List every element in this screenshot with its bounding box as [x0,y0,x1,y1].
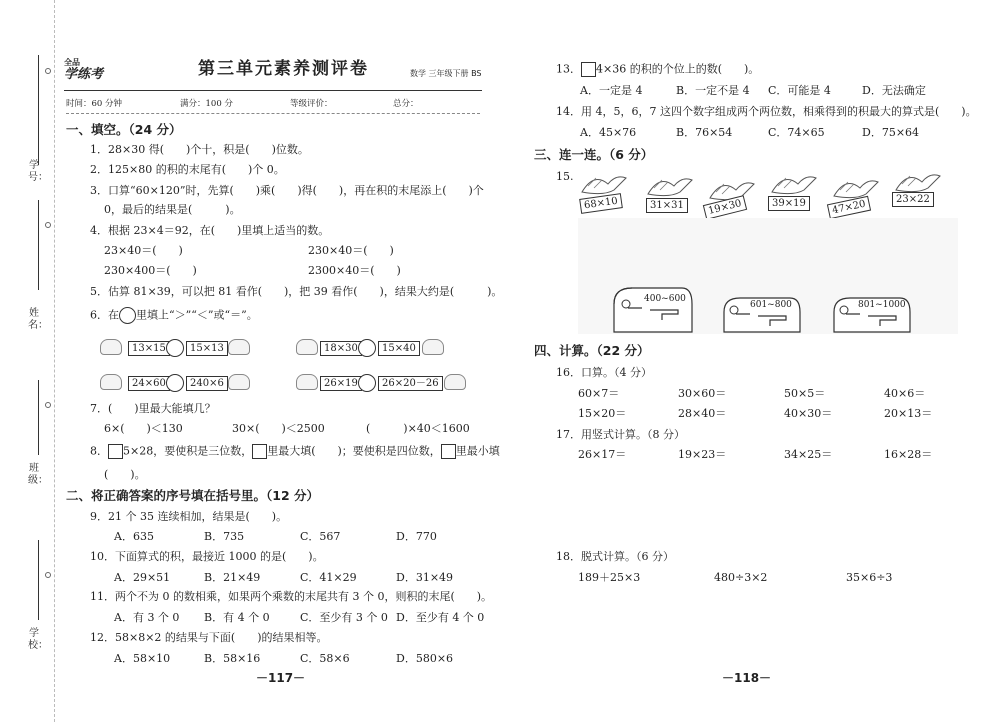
logo-small-text: 全品 [64,58,80,67]
question-2: 2．125×80 的积的末尾有( )个 0。 [90,163,285,176]
oral-calc: 20×13＝ [884,407,933,420]
question-8-part-c: 里最小填 [455,444,500,458]
mailbox-2[interactable] [722,294,804,334]
question-17: 17．用竖式计算。（8 分） [556,428,685,441]
q11-option-b: B．有 4 个 0 [204,611,270,624]
margin-line [38,55,39,165]
question-4b: 230×40＝( ) [308,244,394,257]
bird-6 [888,168,948,216]
compare-banner-2 [296,334,446,362]
subject-meta: 数学 三年级下册 BS [410,69,482,78]
question-6-prefix: 6．在 [90,308,119,322]
section-2-heading: 二、将正确答案的序号填在括号里。（12 分） [66,488,319,503]
question-3-cont: 0，最后的结果是( )。 [104,203,241,216]
school-label: 学校： [28,628,48,651]
question-11: 11．两个不为 0 的数相乘，如果两个乘数的末尾共有 3 个 0，则积的末尾( )。 [90,590,493,603]
compare-left-expr: 26×19 [320,376,362,391]
bird-card: 23×22 [892,192,934,207]
vertical-calc: 34×25＝ [784,448,833,461]
q13-option-d: D．无法确定 [862,84,926,97]
page-number-left: －117－ [256,671,306,685]
header-rule [64,90,482,91]
question-6 [90,307,258,324]
total-label: 总分： [393,99,419,109]
bird-4 [764,170,824,218]
compare-right-expr: 15×40 [378,341,420,356]
oral-calc: 30×60＝ [678,387,727,400]
bird-card: 68×10 [579,193,623,214]
compare-right-expr: 15×13 [186,341,228,356]
q9-option-a: A．635 [114,530,154,543]
question-8-part-b: 里最大填( )；要使积是四位数， [267,444,441,458]
monkey-icon [422,339,444,355]
question-13-number: 13． [556,62,581,76]
monkey-icon [296,339,318,355]
compare-banner-1 [100,334,252,362]
compare-left-expr: 13×15 [128,341,170,356]
brand-logo [64,58,103,82]
q12-option-d: D．580×6 [396,652,454,665]
q12-option-c: C．58×6 [300,652,350,665]
stepwise-calc: 480÷3×2 [714,571,768,584]
full-score-label: 满分：100 分 [180,99,233,109]
question-7c: ( )×40＜1600 [366,422,470,435]
q12-option-a: A．58×10 [114,652,171,665]
question-13-text: 4×36 的积的个位上的数( )。 [596,62,760,76]
compare-left-expr: 18×30 [320,341,362,356]
margin-line [38,540,39,620]
bird-2 [640,172,700,220]
compare-left-expr: 24×60 [128,376,170,391]
monkey-icon [444,374,466,390]
compare-circle[interactable] [358,374,376,392]
oral-calc: 50×5＝ [784,387,826,400]
question-7a: 6×( )＜130 [104,422,183,435]
page-title: 第三单元素养测评卷 [198,59,369,79]
binding-hole [45,68,51,74]
question-3: 3．口算“60×120”时，先算( )乘( )得( )，再在积的末尾添上( )个 [90,184,484,197]
question-7b: 30×( )＜2500 [232,422,325,435]
bird-card: 31×31 [646,198,688,213]
binding-hole [45,402,51,408]
q10-option-b: B．21×49 [204,571,261,584]
binding-margin [0,0,56,722]
q12-option-b: B．58×16 [204,652,261,665]
monkey-icon [100,339,122,355]
oral-calc: 60×7＝ [578,387,620,400]
question-6-suffix: 里填上“＞”“＜”或“＝”。 [136,308,258,322]
bird-5 [826,174,886,222]
bird-3 [702,176,762,224]
monkey-icon [228,374,250,390]
time-label: 时间：60 分钟 [66,99,123,109]
bird-1 [574,170,634,218]
mailbox-range: 801~1000 [858,300,906,310]
bird-card: 39×19 [768,196,810,211]
grade-label: 等级评价： [290,99,333,109]
q9-option-d: D．770 [396,530,437,543]
oral-calc: 28×40＝ [678,407,727,420]
answer-box[interactable] [441,444,456,459]
monkey-icon [100,374,122,390]
q13-option-b: B．一定不是 4 [676,84,750,97]
question-5: 5．估算 81×39，可以把 81 看作( )，把 39 看作( )，结果大约是( )。 [90,285,503,298]
answer-box[interactable] [581,62,596,77]
question-12: 12．58×8×2 的结果与下面( )的结果相等。 [90,631,328,644]
vertical-calc: 19×23＝ [678,448,727,461]
vertical-calc: 26×17＝ [578,448,627,461]
compare-circle[interactable] [358,339,376,357]
question-13 [556,62,759,77]
question-14: 14．用 4，5，6，7 这四个数字组成两个两位数，相乘得到的积最大的算式是( )。 [556,105,977,118]
compare-right-expr: 240×6 [186,376,228,391]
compare-circle[interactable] [166,339,184,357]
q14-option-a: A．45×76 [580,126,637,139]
question-4c: 230×400＝( ) [104,264,197,277]
answer-box[interactable] [108,444,123,459]
mailbox-range: 601~800 [750,300,792,310]
oral-calc: 15×20＝ [578,407,627,420]
section-1-heading: 一、填空。（24 分） [66,122,182,137]
question-10: 10．下面算式的积，最接近 1000 的是( )。 [90,550,324,563]
mailbox-3[interactable] [832,294,914,334]
compare-circle-icon [119,307,136,324]
compare-right-expr: 26×20－26 [378,376,443,391]
q10-option-d: D．31×49 [396,571,454,584]
q11-option-a: A．有 3 个 0 [114,611,180,624]
compare-banner-3 [100,369,252,397]
student-id-label: 学号： [28,160,48,183]
q10-option-c: C．41×29 [300,571,357,584]
question-8-part-a: 5×28，要使积是三位数， [123,444,253,458]
question-9: 9．21 个 35 连续相加，结果是( )。 [90,510,288,523]
margin-line [38,380,39,455]
section-3-heading: 三、连一连。（6 分） [534,147,654,162]
cut-line [54,0,55,722]
compare-circle[interactable] [166,374,184,392]
question-7: 7．( )里最大能填几？ [90,402,216,415]
question-8-cont: ( )。 [104,468,146,481]
monkey-icon [296,374,318,390]
q9-option-b: B．735 [204,530,245,543]
q14-option-c: C．74×65 [768,126,825,139]
q13-option-a: A．一定是 4 [580,84,643,97]
q14-option-d: D．75×64 [862,126,920,139]
question-4a: 23×40＝( ) [104,244,183,257]
name-label: 姓名： [28,308,48,331]
answer-box[interactable] [252,444,267,459]
question-16: 16．口算。（4 分） [556,366,652,379]
question-18: 18．脱式计算。（6 分） [556,550,674,563]
vertical-calc: 16×28＝ [884,448,933,461]
q11-option-c: C．至少有 3 个 0 [300,611,388,624]
header-divider [66,113,480,114]
q11-option-d: D．至少有 4 个 0 [396,611,485,624]
oral-calc: 40×6＝ [884,387,926,400]
bird-card: 19×30 [703,195,747,220]
logo-text: 学练考 [64,67,104,82]
binding-hole [45,222,51,228]
margin-line [38,200,39,290]
mailbox-range: 400~600 [644,294,686,304]
stepwise-calc: 189＋25×3 [578,571,641,584]
stepwise-calc: 35×6÷3 [846,571,893,584]
mailbox-1[interactable] [612,284,694,334]
q9-option-c: C．567 [300,530,341,543]
question-8-number: 8． [90,444,108,458]
monkey-icon [228,339,250,355]
binding-hole [45,572,51,578]
question-15: 15. [556,170,574,183]
class-label: 班级： [28,463,48,486]
question-4d: 2300×40＝( ) [308,264,401,277]
question-1: 1．28×30 得( )个十，积是( )位数。 [90,143,309,156]
q14-option-b: B．76×54 [676,126,733,139]
compare-banner-4 [296,369,468,397]
q10-option-a: A．29×51 [114,571,171,584]
oral-calc: 40×30＝ [784,407,833,420]
bird-card: 47×20 [827,196,871,219]
question-8 [90,444,500,459]
question-4: 4．根据 23×4＝92，在( )里填上适当的数。 [90,224,330,237]
section-4-heading: 四、计算。（22 分） [534,343,650,358]
page-number-right: －118－ [722,671,772,685]
q13-option-c: C．可能是 4 [768,84,831,97]
